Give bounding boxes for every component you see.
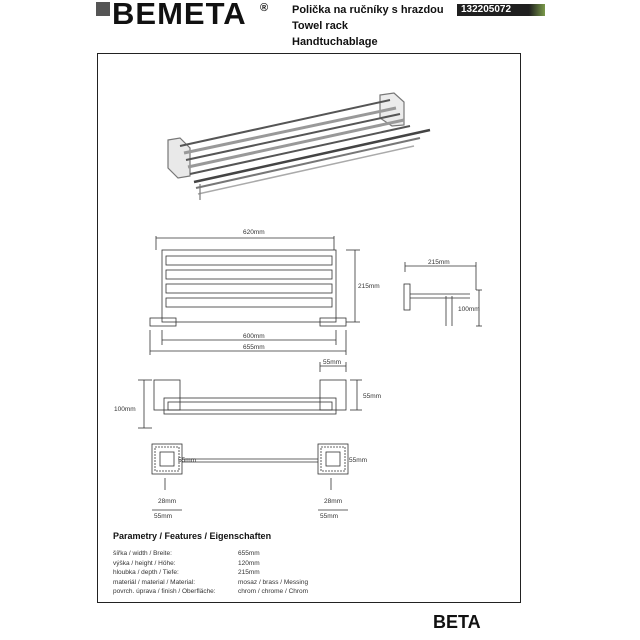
dim-small-right: 28mm: [324, 498, 343, 505]
param-value: 655mm: [238, 550, 260, 557]
param-row: [113, 549, 308, 559]
dim-bracket-width: 55mm: [323, 359, 342, 366]
title-en: Towel rack: [292, 20, 349, 32]
top-view-drawing: [138, 362, 362, 428]
series-name: BETA: [433, 612, 481, 632]
param-row: [113, 578, 308, 588]
dim-height-side: 100mm: [458, 306, 480, 313]
param-value: chrom / chrome / Chrom: [238, 588, 309, 595]
dim-inner-width: 600mm: [243, 333, 265, 340]
param-label: šířka / width / Breite:: [113, 550, 172, 557]
dim-bottom-left: 55mm: [154, 513, 173, 520]
dim-base-label-right: 55mm: [349, 457, 368, 464]
param-label: hloubka / depth / Tiefe:: [113, 569, 179, 576]
parameters-section: [113, 531, 308, 597]
param-value: 215mm: [238, 569, 260, 576]
parameters-title: Parametry / Features / Eigenschaften: [113, 531, 272, 541]
dim-bottom-right: 55mm: [320, 513, 339, 520]
title-cz: Polička na ručníky s hrazdou: [292, 4, 444, 16]
dim-height-front: 215mm: [358, 283, 380, 290]
title-de: Handtuchablage: [292, 36, 378, 48]
registered-mark: ®: [260, 2, 269, 14]
dim-width-top: 620mm: [243, 229, 265, 236]
param-value: mosaz / brass / Messing: [238, 578, 309, 586]
product-rendering: [168, 93, 430, 200]
param-label: povrch. úprava / finish / Oberfläche:: [113, 588, 216, 595]
dim-total-width: 655mm: [243, 344, 265, 351]
brand-name: BEMETA: [112, 0, 247, 31]
base-view-drawing: [152, 444, 348, 510]
dim-bracket-depth: 55mm: [363, 393, 382, 400]
param-row: [113, 568, 308, 578]
dim-height-top: 100mm: [114, 406, 136, 413]
param-label: materiál / material / Material:: [113, 578, 195, 586]
product-code-badge: 132205072: [457, 4, 541, 16]
param-row: [113, 587, 308, 597]
param-row: [113, 559, 308, 569]
dim-small-left: 28mm: [158, 498, 177, 505]
dim-depth-side: 215mm: [428, 259, 450, 266]
dim-base-label-left: 55mm: [178, 457, 197, 464]
side-view-drawing: [404, 262, 482, 326]
param-value: 120mm: [238, 559, 260, 567]
param-label: výška / height / Höhe:: [113, 559, 176, 567]
